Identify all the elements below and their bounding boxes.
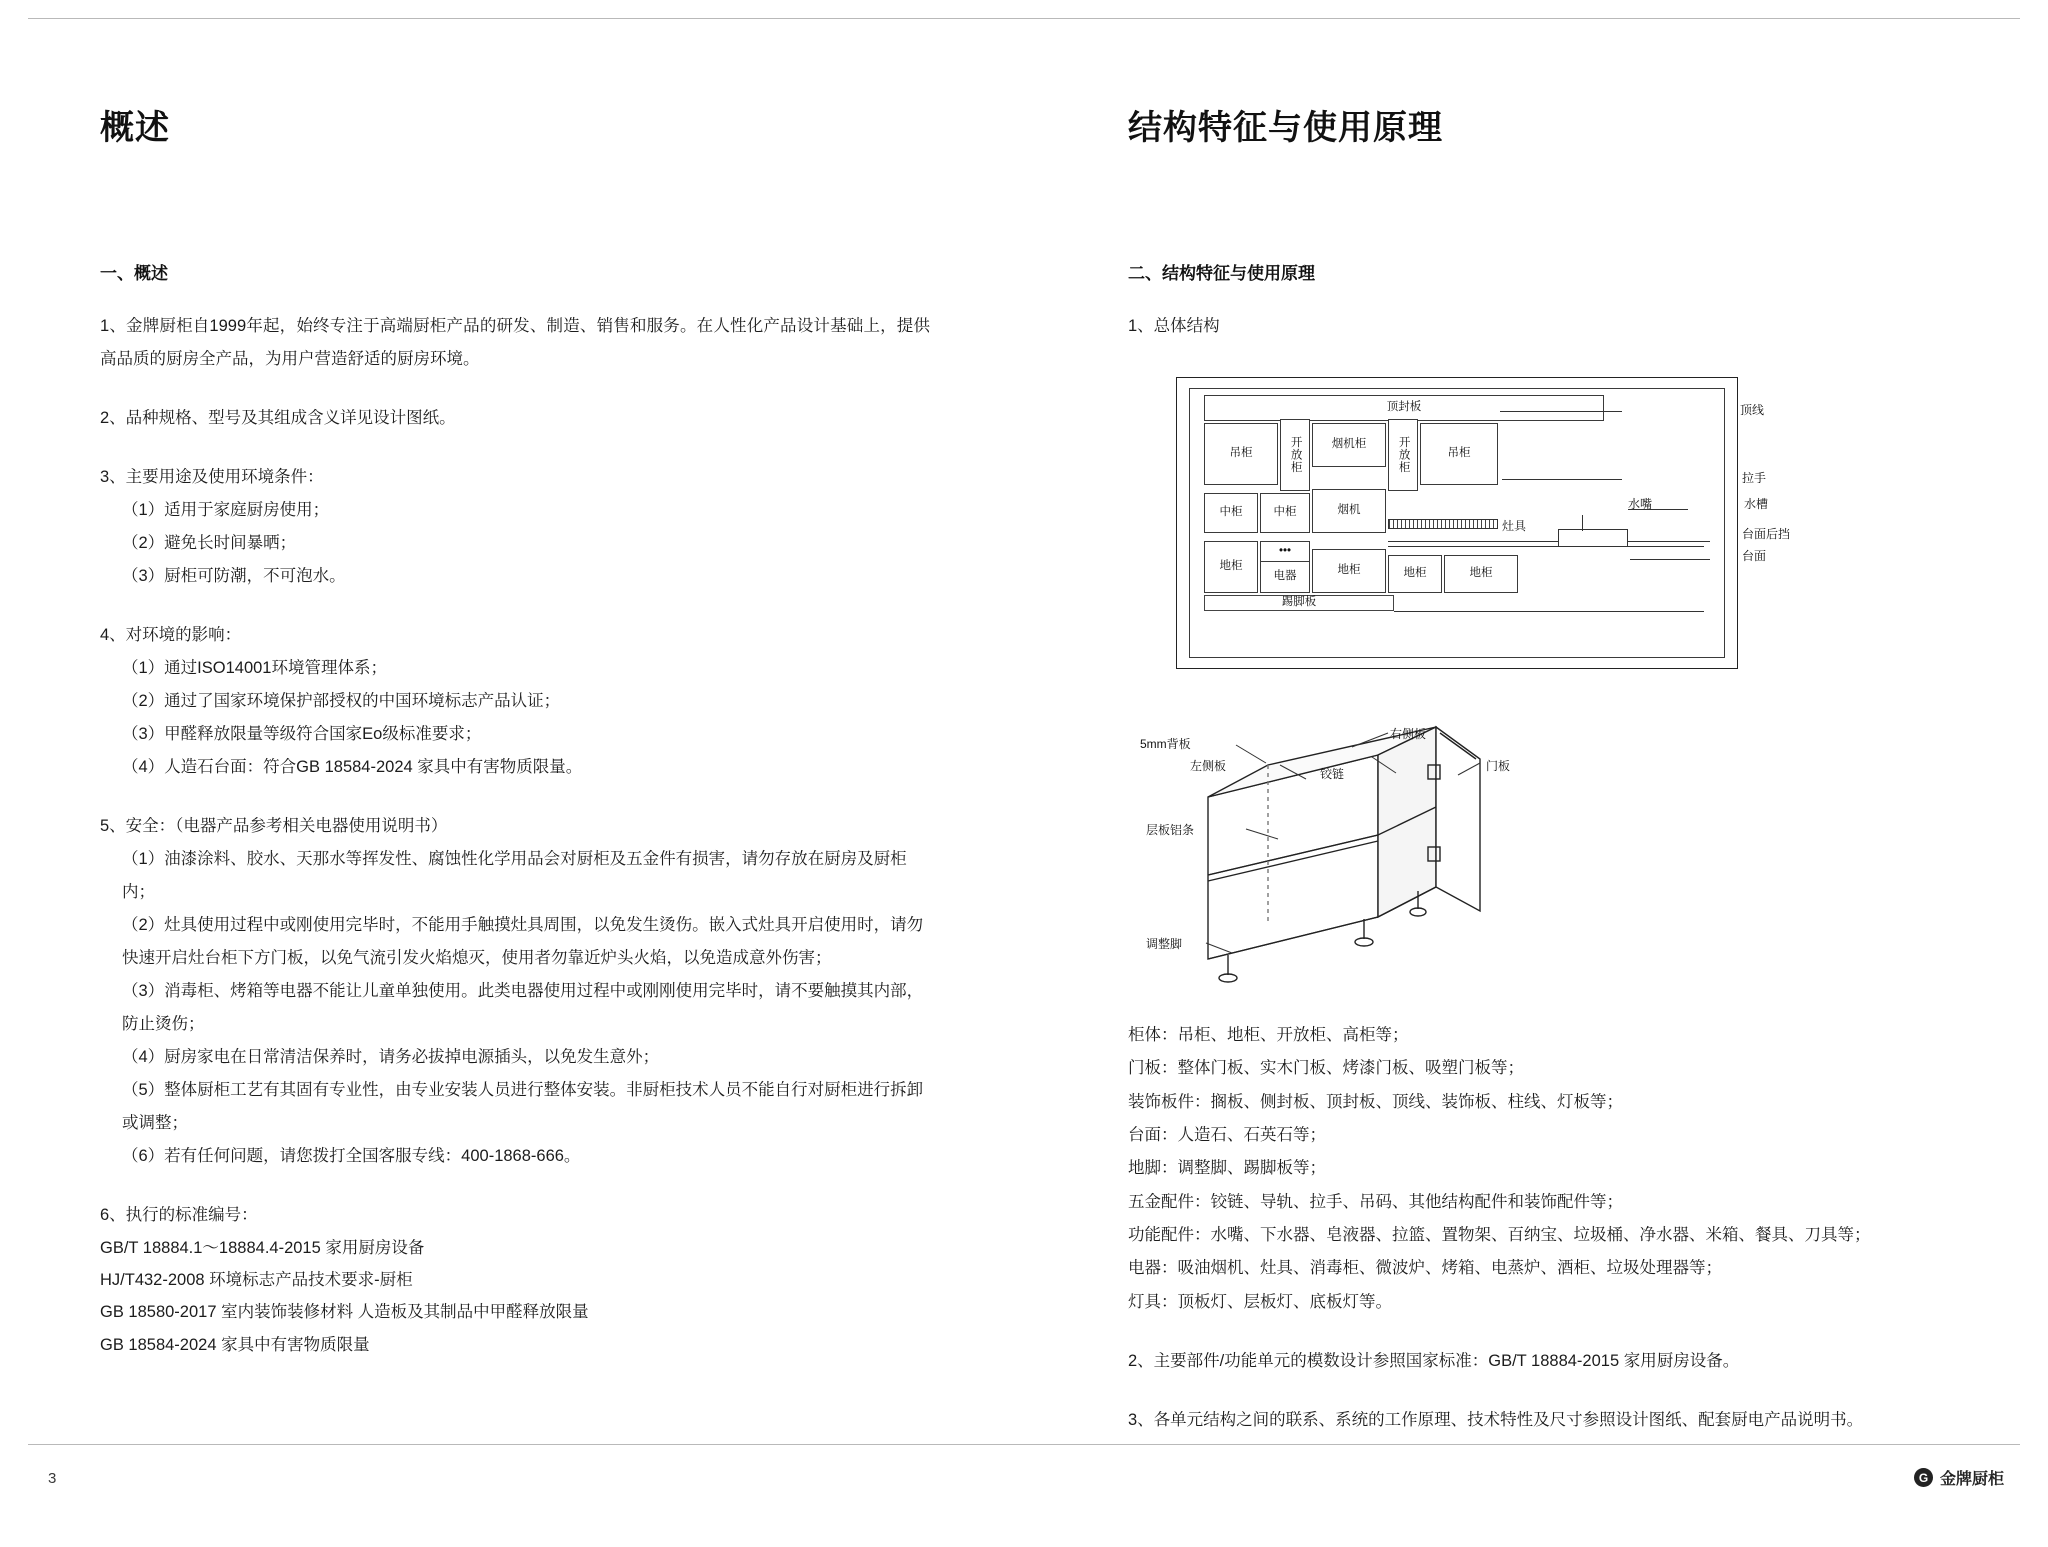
elevation-inner-frame bbox=[1189, 388, 1725, 658]
elev-box-appliance-vents: ••• bbox=[1260, 541, 1310, 561]
elev-box-toe-kick: 踢脚板 bbox=[1204, 595, 1394, 611]
cab-label-hinge: 铰链 bbox=[1320, 767, 1345, 781]
left-column bbox=[100, 100, 930, 1361]
standard-line-4: GB 18584-2024 家具中有害物质限量 bbox=[100, 1335, 370, 1354]
elev-label-counter: 台面 bbox=[1742, 549, 1767, 563]
left-paragraph-3: 3、主要用途及使用环境条件： bbox=[100, 468, 324, 486]
kitchen-elevation-diagram bbox=[1128, 377, 1968, 677]
elev-leader-handle bbox=[1502, 479, 1622, 480]
elev-leader-top-line bbox=[1500, 411, 1622, 412]
left-list-4-item-4: （4）人造石台面：符合GB 18584-2024 家具中有害物质限量。 bbox=[122, 758, 583, 776]
elev-box-open-cab-left: 开放柜 bbox=[1280, 419, 1310, 491]
right-note-2: 2、主要部件/功能单元的模数设计参照国家标准：GB/T 18884-2015 家用厨房设备。 bbox=[1128, 1351, 1740, 1370]
left-list-5-item-5: （5）整体厨柜工艺有其固有专业性，由专业安装人员进行整体安装。非厨柜技术人员不能自行对厨柜进行拆卸或调整； bbox=[122, 1081, 924, 1132]
standard-line-2: HJ/T432-2008 环境标志产品技术要求-厨柜 bbox=[100, 1271, 413, 1290]
page-title-right: 结构特征与使用原理 bbox=[1128, 109, 1443, 147]
left-list-5-item-6: （6）若有任何问题，请您拨打全国客服专线：400-1868-666。 bbox=[122, 1147, 581, 1165]
elev-sink-shape bbox=[1558, 529, 1628, 547]
parts-line-8: 电器：吸油烟机、灶具、消毒柜、微波炉、烤箱、电蒸炉、酒柜、垃圾处理器等； bbox=[1128, 1259, 1722, 1278]
left-list-5-item-3: （3）消毒柜、烤箱等电器不能让儿童单独使用。此类电器使用过程中或刚刚使用完毕时，请不要触摸其内部，防止烫伤； bbox=[122, 982, 924, 1033]
elev-label-top-line: 顶线 bbox=[1740, 403, 1765, 417]
elev-faucet-stem bbox=[1582, 515, 1583, 531]
parts-line-5: 地脚：调整脚、踢脚板等； bbox=[1128, 1159, 1326, 1178]
cab-label-back-panel: 5mm背板 bbox=[1140, 737, 1191, 751]
cabinet-3d-svg bbox=[1128, 687, 1968, 987]
parts-line-6: 五金配件：铰链、导轨、拉手、吊码、其他结构配件和装饰配件等； bbox=[1128, 1192, 1623, 1211]
parts-line-3: 装饰板件：搁板、侧封板、顶封板、顶线、装饰板、柱线、灯板等； bbox=[1128, 1092, 1623, 1111]
elev-counter-line-2 bbox=[1388, 546, 1704, 547]
elev-box-wall-cab-right: 吊柜 bbox=[1420, 423, 1498, 485]
left-list-4-item-2: （2）通过了国家环境保护部授权的中国环境标志产品认证； bbox=[122, 692, 561, 710]
cab-label-right-side: 右侧板 bbox=[1390, 727, 1427, 741]
left-list-3-item-2: （2）避免长时间暴晒； bbox=[122, 534, 297, 552]
elev-leader-counter bbox=[1630, 559, 1710, 560]
cabinet-3d-diagram bbox=[1128, 687, 1968, 997]
parts-line-7: 功能配件：水嘴、下水器、皂液器、拉篮、置物架、百纳宝、垃圾桶、净水器、米箱、餐具、刀具等； bbox=[1128, 1225, 1871, 1244]
elev-box-open-cab-right: 开放柜 bbox=[1388, 419, 1418, 491]
parts-line-9: 灯具：顶板灯、层板灯、底板灯等。 bbox=[1128, 1292, 1392, 1311]
brand-logo bbox=[1914, 1466, 2004, 1489]
elev-box-mid-cab-2: 中柜 bbox=[1260, 493, 1310, 533]
elev-leader-backsplash bbox=[1630, 541, 1710, 542]
elev-box-mid-cab-1: 中柜 bbox=[1204, 493, 1258, 533]
left-heading: 一、概述 bbox=[100, 264, 168, 283]
cab-label-leveling-foot: 调整脚 bbox=[1146, 937, 1183, 951]
elev-box-wall-cab-left: 吊柜 bbox=[1204, 423, 1278, 485]
standard-line-1: GB/T 18884.1～18884.4-2015 家用厨房设备 bbox=[100, 1239, 425, 1257]
right-heading: 二、结构特征与使用原理 bbox=[1128, 264, 1315, 283]
cab-label-door: 门板 bbox=[1486, 759, 1511, 773]
cab-label-left-side: 左侧板 bbox=[1190, 759, 1227, 773]
cab-label-shelf-alu: 层板铝条 bbox=[1146, 823, 1195, 837]
elev-label-faucet: 水嘴 bbox=[1628, 497, 1653, 511]
elev-box-hood-cab: 烟机柜 bbox=[1312, 423, 1386, 467]
left-list-5-item-2: （2）灶具使用过程中或刚使用完毕时，不能用手触摸灶具周围，以免发生烫伤。嵌入式灶具开启使用时，请勿快速开启灶台柜下方门板，以免气流引发火焰熄灭，使用者勿靠近炉头火焰，以免造成意外伤害； bbox=[122, 916, 924, 967]
left-paragraph-5: 5、安全：（电器产品参考相关电器使用说明书） bbox=[100, 817, 448, 835]
left-list-4-item-1: （1）通过ISO14001环境管理体系； bbox=[122, 659, 387, 677]
elev-label-hob: 灶具 bbox=[1502, 519, 1527, 533]
standard-line-3: GB 18580-2017 室内装饰装修材料 人造板及其制品中甲醛释放限量 bbox=[100, 1303, 589, 1322]
left-paragraph-2: 2、品种规格、型号及其组成含义详见设计图纸。 bbox=[100, 409, 456, 427]
right-column bbox=[1128, 100, 1968, 1453]
left-list-3-item-3: （3）厨柜可防潮，不可泡水。 bbox=[122, 567, 346, 585]
elev-label-handle: 拉手 bbox=[1742, 471, 1767, 485]
left-list-5-item-4: （4）厨房家电在日常清洁保养时，请务必拔掉电源插头，以免发生意外； bbox=[122, 1048, 660, 1066]
elev-floor-line bbox=[1394, 611, 1704, 612]
left-list-3-item-1: （1）适用于家庭厨房使用； bbox=[122, 501, 330, 519]
brand-mark-icon: G bbox=[1914, 1468, 1933, 1487]
page-title-left: 概述 bbox=[100, 109, 170, 147]
parts-line-1: 柜体：吊柜、地柜、开放柜、高柜等； bbox=[1128, 1026, 1409, 1044]
elev-hob-surface bbox=[1388, 519, 1498, 529]
elev-box-floor-cab-4: 地柜 bbox=[1444, 555, 1518, 593]
left-paragraph-1: 1、金牌厨柜自1999年起，始终专注于高端厨柜产品的研发、制造、销售和服务。在人性化产品设计基础上，提供高品质的厨房全产品，为用户营造舒适的厨房环境。 bbox=[100, 317, 930, 368]
elev-box-floor-cab-2: 地柜 bbox=[1312, 549, 1386, 593]
elev-box-top-panel: 顶封板 bbox=[1204, 395, 1604, 421]
page-number: 3 bbox=[48, 1470, 57, 1487]
left-list-5-item-1: （1）油漆涂料、胶水、天那水等挥发性、腐蚀性化学用品会对厨柜及五金件有损害，请勿存放在厨房及厨柜内； bbox=[122, 850, 907, 901]
left-paragraph-6: 6、执行的标准编号： bbox=[100, 1206, 258, 1224]
parts-line-4: 台面：人造石、石英石等； bbox=[1128, 1125, 1326, 1144]
left-paragraph-4: 4、对环境的影响： bbox=[100, 626, 242, 644]
elev-label-backsplash: 台面后挡 bbox=[1742, 527, 1791, 541]
right-subheading-1: 1、总体结构 bbox=[1128, 317, 1220, 335]
brand-name: 金牌厨柜 bbox=[1939, 1471, 2004, 1488]
right-note-3: 3、各单元结构之间的联系、系统的工作原理、技术特性及尺寸参照设计图纸、配套厨电产品说明书。 bbox=[1128, 1410, 1864, 1429]
page-rule-top bbox=[28, 18, 2020, 19]
parts-list bbox=[1128, 1019, 1968, 1319]
elev-box-hood: 烟机 bbox=[1312, 489, 1386, 533]
elev-box-appliance: 电器 bbox=[1260, 561, 1310, 593]
left-list-4-item-3: （3）甲醛释放限量等级符合国家Eo级标准要求； bbox=[122, 725, 482, 743]
elev-label-sink: 水槽 bbox=[1744, 497, 1769, 511]
elev-box-floor-cab-3: 地柜 bbox=[1388, 555, 1442, 593]
elevation-outer-frame bbox=[1176, 377, 1738, 669]
elev-box-floor-cab-1: 地柜 bbox=[1204, 541, 1258, 593]
parts-line-2: 门板：整体门板、实木门板、烤漆门板、吸塑门板等； bbox=[1128, 1059, 1524, 1078]
